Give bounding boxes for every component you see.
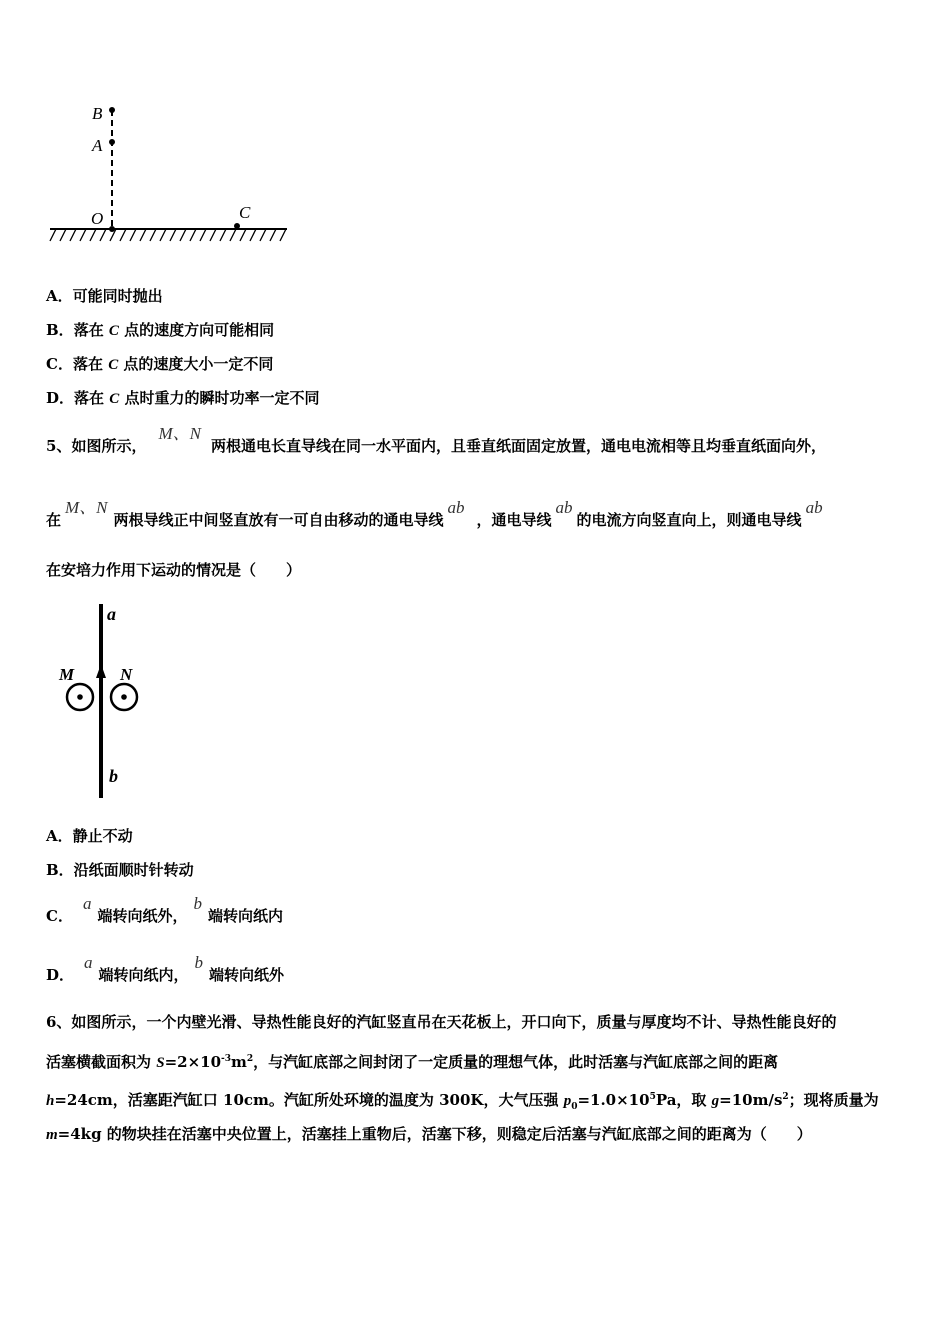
q5-option-c: C．a端转向纸外，b端转向纸内 <box>46 894 283 925</box>
label-n: N <box>120 665 133 684</box>
wires-figure <box>55 598 165 808</box>
q5-option-d: D．a端转向纸内，b端转向纸外 <box>46 953 285 984</box>
q5-line-1: 5、如图所示，M、N两根通电长直导线在同一水平面内，且垂直纸面固定放置，通电电流相等且均垂直纸面向外， <box>46 424 826 455</box>
label-a: A <box>92 136 103 155</box>
q4-option-b: B．落在 C 点的速度方向可能相同 <box>46 321 275 339</box>
label-c: C <box>239 203 251 222</box>
q6-line-4: m=4kg 的物块挂在活塞中央位置上，活塞挂上重物后，活塞下移，则稳定后活塞与汽缸底部之间的距离为（ ） <box>46 1125 812 1143</box>
projectile-figure <box>40 95 300 255</box>
point-b <box>109 107 115 113</box>
math-ab: ab <box>447 498 465 517</box>
current-arrow-icon <box>96 664 106 678</box>
q6-line-3: h=24cm，活塞距汽缸口 10cm。汽缸所处环境的温度为 300K，大气压强 $p_0=1.0\times 10^5Pa$，取 $g=10m/s^2$；现将质量为 <box>46 1091 879 1112</box>
ground-hatching <box>50 229 286 241</box>
q6-line-1: 6、如图所示，一个内壁光滑、导热性能良好的汽缸竖直吊在天花板上，开口向下，质量与厚度均不计、导热性能良好的 <box>46 1013 837 1031</box>
label-a-end: a <box>107 604 116 624</box>
q4-option-d: D．落在 C 点时重力的瞬时功率一定不同 <box>46 389 320 407</box>
q5-line-2: 在M、N两根导线正中间竖直放有一可自由移动的通电导线ab，通电导线ab的电流方向竖直向上，则通电导线ab <box>46 498 823 529</box>
point-a <box>109 139 115 145</box>
label-o: O <box>91 209 104 228</box>
label-b-end: b <box>109 766 118 786</box>
q5-option-b: B．沿纸面顺时针转动 <box>46 861 194 879</box>
q5-option-a: A．静止不动 <box>46 827 133 845</box>
label-b: B <box>92 104 103 123</box>
math-mn: M、N <box>158 424 201 443</box>
q6-line-2: 活塞横截面积为 $S=2\times 10^{-3}m^2$，与汽缸底部之间封闭了一定质量的理想气体，此时活塞与汽缸底部之间的距离 <box>46 1053 779 1071</box>
q4-option-c: C．落在 C 点的速度大小一定不同 <box>46 355 274 373</box>
q4-option-a: A．可能同时抛出 <box>46 287 163 305</box>
q5-line-3: 在安培力作用下运动的情况是（ ） <box>46 561 302 579</box>
label-m: M <box>59 665 75 684</box>
